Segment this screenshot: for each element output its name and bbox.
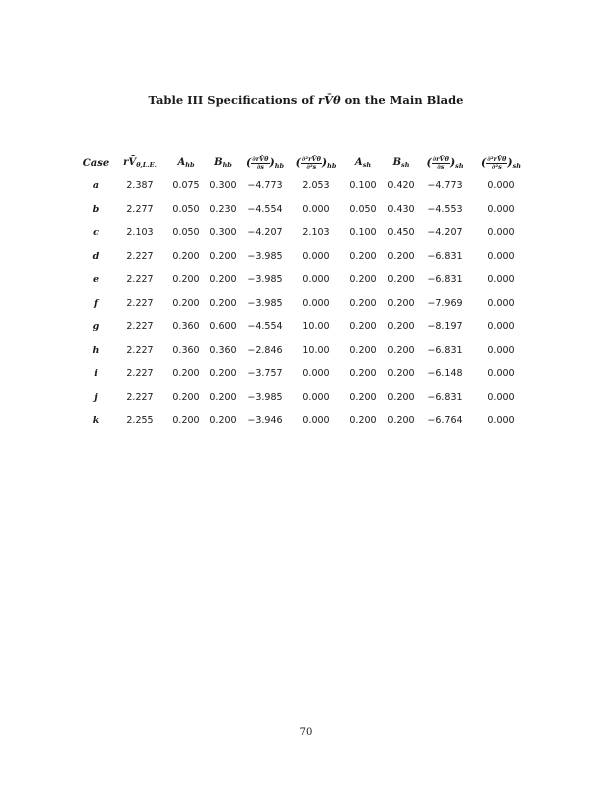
header-a-hb: $A_{hb}$ [177, 157, 195, 169]
table-cell: 0.100 [349, 180, 377, 192]
table-cell: 0.000 [487, 415, 515, 427]
table-cell: 2.255 [126, 415, 154, 427]
table-cell: 0.100 [349, 227, 377, 239]
table-cell: 0.200 [387, 297, 415, 309]
table-cell: −3.985 [247, 391, 283, 403]
table-row [79, 221, 531, 245]
table-cell: −4.554 [247, 321, 283, 333]
table-cell: −3.985 [247, 297, 283, 309]
table-cell: 2.227 [126, 297, 154, 309]
table-cell: 2.227 [126, 391, 154, 403]
table-cell: 0.360 [172, 321, 200, 333]
table-cell: 0.000 [487, 321, 515, 333]
table-cell: 2.227 [126, 321, 154, 333]
header-d1-sh: ( $\frac{\partial rV̄\theta}{\partial s}$ )$_{sh}$ [426, 155, 464, 171]
table-cell: 0.200 [349, 297, 377, 309]
table-cell: 0.000 [302, 274, 330, 286]
table-cell: −6.831 [427, 250, 463, 262]
table-cell: −3.757 [247, 368, 283, 380]
table-cell: 0.050 [172, 203, 200, 215]
table-cell: −8.197 [427, 321, 463, 333]
table-cell: 0.200 [349, 368, 377, 380]
table-cell: 0.200 [387, 250, 415, 262]
table-cell: 0.000 [487, 344, 515, 356]
table-cell: 0.200 [387, 415, 415, 427]
table-cell: 0.000 [487, 368, 515, 380]
table-cell: 0.000 [487, 391, 515, 403]
table-cell: 0.450 [387, 227, 415, 239]
header-d2-hb: ( $\frac{\text{∂²rV̄θ}}{\text{∂²s}}$ )$_{hb}$ [295, 155, 337, 171]
table-cell: −2.846 [247, 344, 283, 356]
table-cell: 0.420 [387, 180, 415, 192]
table-body [79, 174, 531, 433]
case-label: h [92, 344, 100, 356]
table-cell: 0.000 [487, 250, 515, 262]
table-cell: −4.553 [427, 203, 463, 215]
table-cell: −3.985 [247, 250, 283, 262]
case-label: a [92, 180, 100, 192]
table-row [79, 245, 531, 269]
table-cell: 0.200 [209, 368, 237, 380]
table-cell: 0.200 [349, 250, 377, 262]
table-cell: 0.360 [172, 344, 200, 356]
table-cell: 0.300 [209, 227, 237, 239]
table-cell: 0.200 [387, 391, 415, 403]
case-label: f [93, 297, 99, 309]
header-d1-hb: ( $\frac{\partial rV̄\theta}{\partial s}$ )$_{hb}$ [246, 155, 284, 171]
table-cell: 0.200 [172, 250, 200, 262]
table-cell: 2.053 [302, 180, 330, 192]
table-cell: −4.773 [247, 180, 283, 192]
caption-prefix: Table III Specifications of [148, 93, 318, 107]
table-cell: 2.103 [302, 227, 330, 239]
table-cell: 0.200 [172, 415, 200, 427]
case-label: e [92, 274, 100, 286]
header-b-hb: $B_{hb}$ [214, 157, 232, 169]
table-row [79, 409, 531, 433]
case-label: b [92, 203, 100, 215]
table-row [79, 292, 531, 316]
table-row [79, 386, 531, 410]
table-header-row [79, 152, 531, 174]
table-cell: 0.200 [349, 344, 377, 356]
header-b-sh: $B_{sh}$ [392, 157, 410, 169]
table-cell: 0.230 [209, 203, 237, 215]
table-cell: −6.831 [427, 391, 463, 403]
table-cell: 0.430 [387, 203, 415, 215]
table-row [79, 268, 531, 292]
specifications-table [79, 152, 531, 433]
table-cell: 0.200 [349, 274, 377, 286]
table-cell: −7.969 [427, 297, 463, 309]
table-cell: 0.200 [209, 274, 237, 286]
table-cell: 0.600 [209, 321, 237, 333]
table-cell: 0.300 [209, 180, 237, 192]
table-cell: 0.050 [172, 227, 200, 239]
table-cell: 0.000 [487, 297, 515, 309]
table-cell: −4.207 [427, 227, 463, 239]
table-cell: 0.200 [209, 297, 237, 309]
case-label: d [92, 250, 100, 262]
table-cell: 2.227 [126, 368, 154, 380]
table-cell: 0.000 [487, 227, 515, 239]
table-cell: 0.000 [302, 415, 330, 427]
header-d2-sh: ( $\frac{\text{∂²rV̄θ}}{\text{∂²s}}$ )$_{sh}$ [481, 155, 521, 171]
table-cell: 0.000 [302, 297, 330, 309]
table-cell: 10.00 [302, 344, 330, 356]
header-case: Case [82, 157, 110, 169]
case-label: j [94, 391, 98, 403]
table-cell: 0.200 [349, 391, 377, 403]
table-cell: 2.103 [126, 227, 154, 239]
caption-symbol: rV̄θ [317, 93, 341, 107]
table-cell: 0.200 [387, 321, 415, 333]
table-cell: 0.000 [487, 274, 515, 286]
table-cell: 0.200 [172, 391, 200, 403]
table-cell: −6.764 [427, 415, 463, 427]
table-row [79, 315, 531, 339]
table-cell: 2.277 [126, 203, 154, 215]
table-cell: 0.075 [172, 180, 200, 192]
table-cell: −3.946 [247, 415, 283, 427]
header-rv-le: $rV̄_{\theta,L.E.}$ [123, 157, 157, 169]
table-cell: −3.985 [247, 274, 283, 286]
table-cell: −4.554 [247, 203, 283, 215]
table-row [79, 174, 531, 198]
table-cell: 0.200 [172, 297, 200, 309]
case-label: i [94, 368, 98, 380]
table-cell: 0.000 [487, 180, 515, 192]
table-cell: 0.200 [172, 368, 200, 380]
case-label: g [92, 321, 100, 333]
header-a-sh: $A_{sh}$ [354, 157, 372, 169]
table-cell: 0.000 [487, 203, 515, 215]
table-cell: 2.227 [126, 344, 154, 356]
table-cell: 0.200 [387, 344, 415, 356]
table-cell: 0.200 [209, 415, 237, 427]
table-cell: 2.387 [126, 180, 154, 192]
table-cell: −6.148 [427, 368, 463, 380]
table-cell: 0.050 [349, 203, 377, 215]
table-cell: 0.200 [349, 415, 377, 427]
table-cell: −6.831 [427, 274, 463, 286]
table-row [79, 198, 531, 222]
table-cell: 0.000 [302, 368, 330, 380]
table-row [79, 339, 531, 363]
table-cell: 0.360 [209, 344, 237, 356]
table-cell: 0.000 [302, 250, 330, 262]
case-label: c [93, 227, 99, 239]
table-cell: −4.773 [427, 180, 463, 192]
table-cell: 0.000 [302, 391, 330, 403]
table-cell: 2.227 [126, 274, 154, 286]
table-cell: −4.207 [247, 227, 283, 239]
caption-suffix: on the Main Blade [340, 93, 464, 107]
table-cell: −6.831 [427, 344, 463, 356]
page-number: 70 [299, 727, 313, 738]
table-cell: 0.000 [302, 203, 330, 215]
table-cell: 0.200 [172, 274, 200, 286]
case-label: k [92, 415, 100, 427]
table-cell: 0.200 [387, 368, 415, 380]
table-cell: 10.00 [302, 321, 330, 333]
table-caption [0, 93, 612, 107]
table-cell: 0.200 [209, 250, 237, 262]
table-cell: 0.200 [387, 274, 415, 286]
table-cell: 0.200 [349, 321, 377, 333]
table-cell: 0.200 [209, 391, 237, 403]
table-row [79, 362, 531, 386]
table-cell: 2.227 [126, 250, 154, 262]
